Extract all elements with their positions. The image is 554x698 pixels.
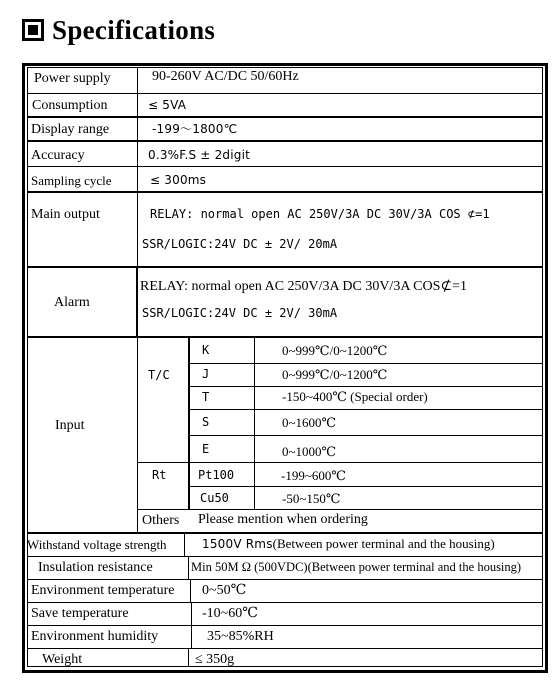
insulation-resistance-label: Insulation resistance [38, 560, 153, 575]
column-divider [136, 266, 138, 336]
power-supply-value: 90-260V AC/DC 50/60Hz [152, 69, 299, 84]
tc-type-cell: E [202, 442, 210, 456]
row-divider [27, 93, 543, 94]
rt-type-cell: Cu50 [200, 491, 229, 505]
tc-range-cell: 0~999℃/0~1200℃ [282, 343, 388, 358]
column-divider [188, 556, 189, 579]
section-header [22, 12, 215, 48]
power-supply-label: Power supply [34, 71, 111, 86]
sampling-cycle-value: ≤ 300ms [150, 173, 207, 187]
input-range-divider [254, 336, 255, 509]
row-divider [27, 602, 543, 603]
row-divider [27, 140, 543, 142]
withstand-voltage-main: 1500V Rms [202, 537, 273, 551]
column-divider [191, 625, 192, 648]
consumption-value: ≤ 5VA [148, 98, 187, 112]
main-output-line2: SSR/LOGIC:24V DC ± 2V/ 20mA [142, 237, 338, 251]
rt-type-cell: Pt100 [198, 468, 235, 482]
tc-range-cell: -150~400℃ (Special order) [282, 389, 428, 404]
input-type-divider [188, 336, 190, 509]
row-divider [27, 166, 543, 167]
rt-label: Rt [152, 468, 167, 482]
environment-temperature-label: Environment temperature [31, 583, 175, 598]
square-bullet-icon [22, 19, 44, 41]
insulation-resistance-value [191, 561, 521, 574]
save-temperature-value: -10~60℃ [202, 606, 258, 621]
others-value: Please mention when ordering [198, 512, 368, 527]
sampling-cycle-label: Sampling cycle [31, 173, 112, 188]
row-divider [27, 191, 543, 193]
column-divider [190, 579, 191, 602]
column-divider [137, 67, 138, 266]
display-range-label: Display range [31, 122, 110, 137]
input-row-divider [188, 386, 543, 387]
rt-range-cell: -50~150℃ [282, 491, 341, 506]
tc-type-cell: T [202, 390, 210, 404]
main-output-line1: RELAY: normal open AC 250V/3A DC 30V/3A COS ⊄=1 [150, 207, 490, 221]
row-divider [27, 625, 543, 626]
alarm-label: Alarm [54, 295, 90, 310]
tc-type-cell: S [202, 415, 210, 429]
main-output-label: Main output [31, 207, 100, 222]
row-divider [27, 336, 543, 338]
section-title: Specifications [52, 14, 216, 45]
tc-type-cell: J [202, 367, 210, 381]
alarm-line2: SSR/LOGIC:24V DC ± 2V/ 30mA [142, 306, 338, 320]
others-label: Others [142, 513, 180, 528]
weight-label: Weight [42, 652, 83, 667]
column-divider [137, 336, 138, 532]
consumption-label: Consumption [32, 98, 108, 113]
row-divider [27, 556, 543, 557]
row-divider [27, 532, 543, 534]
row-divider [27, 116, 543, 118]
input-row-divider [188, 409, 543, 410]
row-divider [27, 579, 543, 580]
withstand-voltage-label: Withstand voltage strength [27, 537, 167, 552]
weight-value: ≤ 350g [195, 652, 235, 667]
withstand-voltage-note: (Between power terminal and the housing) [272, 536, 495, 551]
input-group-divider [137, 509, 543, 510]
display-range-value: -199～1800℃ [152, 122, 238, 136]
tc-range-cell: 0~1000℃ [282, 444, 337, 459]
withstand-voltage-value [202, 537, 495, 552]
accuracy-label: Accuracy [31, 148, 85, 163]
input-row-divider [188, 363, 543, 364]
environment-temperature-value: 0~50℃ [202, 583, 247, 598]
environment-humidity-label: Environment humidity [31, 629, 159, 644]
accuracy-value: 0.3%F.S ± 2digit [148, 148, 251, 162]
input-row-divider [188, 486, 543, 487]
rt-range-cell: -199~600℃ [281, 468, 346, 483]
save-temperature-label: Save temperature [31, 606, 129, 621]
tc-label: T/C [148, 368, 170, 382]
column-divider [188, 648, 189, 667]
environment-humidity-value: 35~85%RH [207, 629, 274, 644]
tc-type-cell: K [202, 343, 210, 357]
alarm-line1: RELAY: normal open AC 250V/3A DC 30V/3A COS⊄=1 [140, 279, 468, 294]
row-divider [27, 266, 543, 268]
input-row-divider [188, 435, 543, 436]
insulation-resistance-main: Min 50M Ω (500VDC) [191, 560, 308, 574]
column-divider [184, 532, 185, 556]
input-group-divider [137, 462, 543, 463]
column-divider [191, 602, 192, 625]
tc-range-cell: 0~1600℃ [282, 415, 337, 430]
input-label: Input [55, 418, 85, 433]
row-divider [27, 648, 543, 649]
insulation-resistance-note: (Between power terminal and the housing) [307, 560, 522, 574]
tc-range-cell: 0~999℃/0~1200℃ [282, 367, 388, 382]
